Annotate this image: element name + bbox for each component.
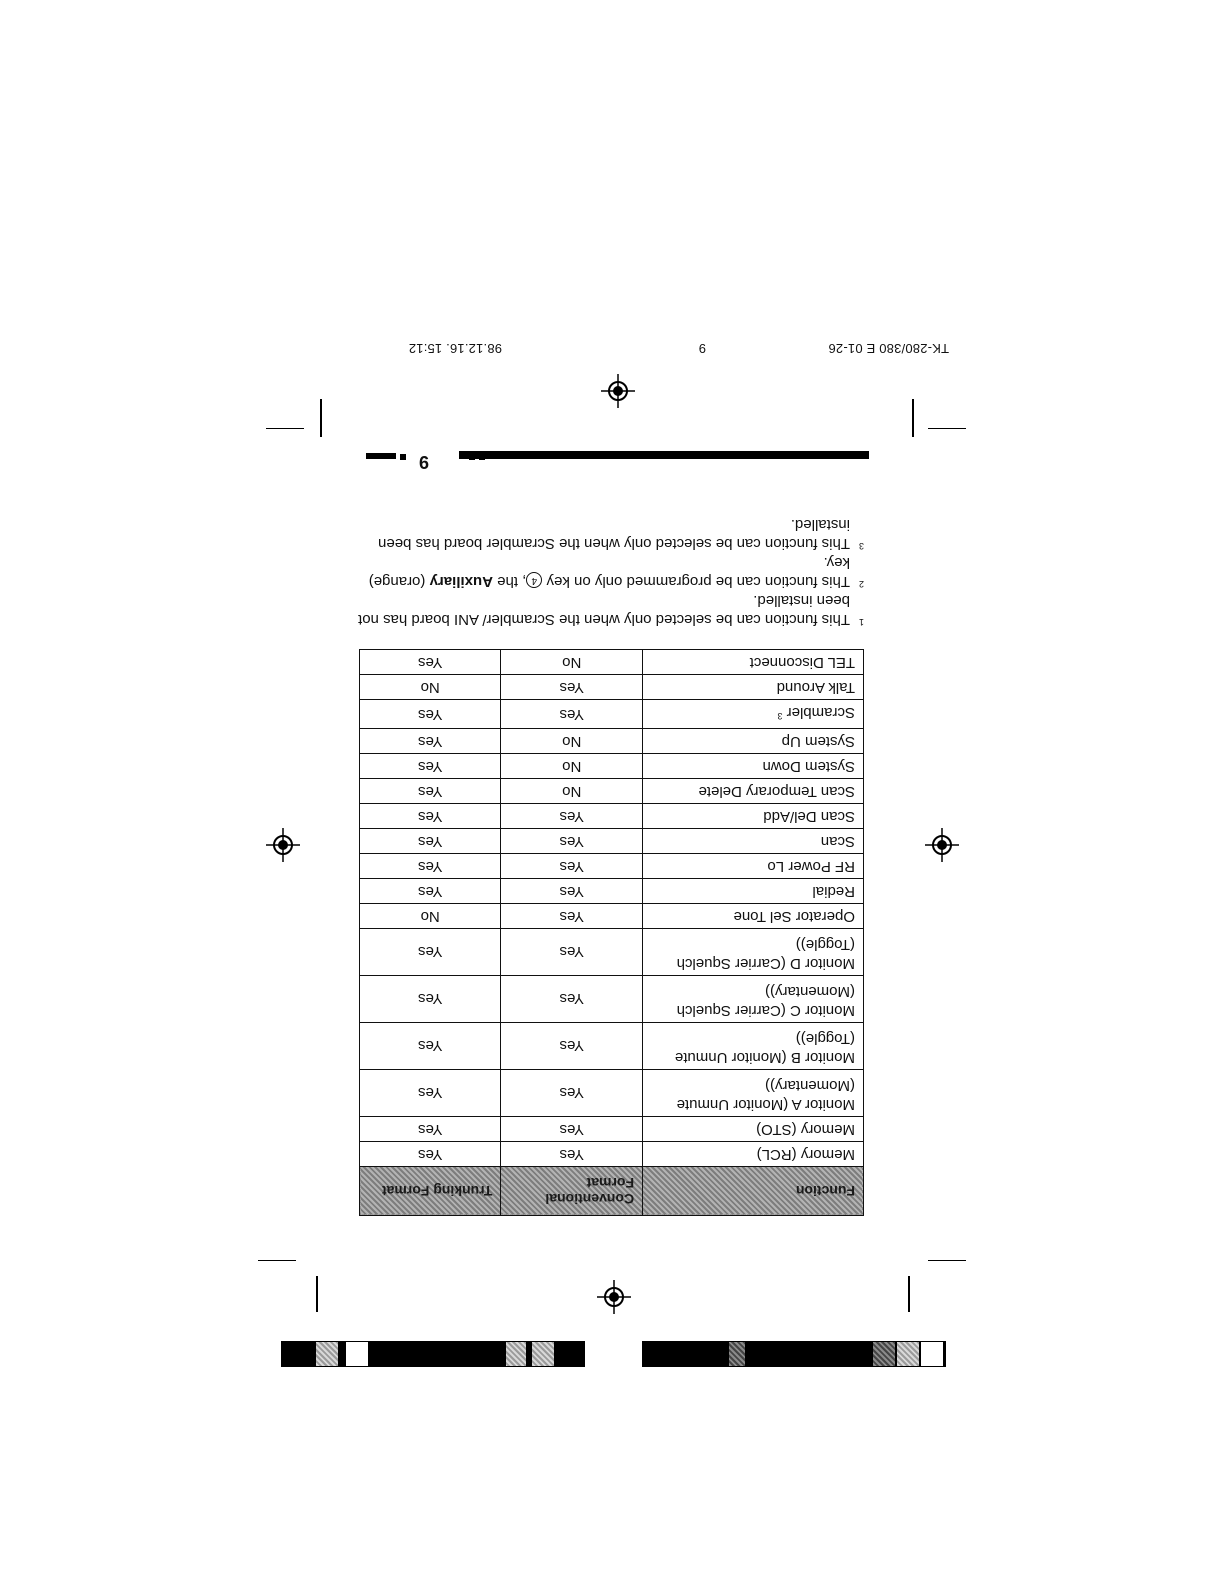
trunking-cell: Yes	[360, 700, 501, 729]
table-row	[360, 779, 864, 804]
trunking-cell: Yes	[360, 1142, 501, 1167]
function-cell: TEL Disconnect	[643, 650, 864, 675]
conventional-cell: Yes	[501, 854, 643, 879]
registration-mark-icon	[925, 828, 959, 862]
trunking-cell: Yes	[360, 879, 501, 904]
color-bar	[642, 1341, 946, 1367]
table-row	[360, 1117, 864, 1142]
table-row	[360, 879, 864, 904]
conventional-cell: Yes	[501, 829, 643, 854]
color-swatch	[921, 1342, 943, 1366]
function-cell: Memory (RCL)	[643, 1142, 864, 1167]
function-cell: Scan Del/Add	[643, 804, 864, 829]
rule-tail	[366, 453, 396, 459]
color-swatch	[316, 1342, 338, 1366]
table-row	[360, 754, 864, 779]
table-row	[360, 929, 864, 976]
trim-mark	[928, 428, 966, 429]
function-cell: Scan Temporary Delete	[643, 779, 864, 804]
rule-dot	[400, 454, 406, 460]
trunking-cell: No	[360, 904, 501, 929]
table-row	[360, 1142, 864, 1167]
key-number-icon: 4	[526, 572, 542, 588]
conventional-cell: Yes	[501, 879, 643, 904]
function-cell: Operator Sel Tone	[643, 904, 864, 929]
column-header-conventional: Conventional Format	[501, 1167, 643, 1216]
auxiliary-key-label: Auxiliary	[429, 573, 493, 590]
crop-mark	[912, 399, 914, 437]
conventional-cell: Yes	[501, 929, 643, 976]
function-cell: RF Power Lo	[643, 854, 864, 879]
page-rule	[459, 451, 869, 459]
footnote-1	[349, 591, 864, 629]
trunking-cell: Yes	[360, 829, 501, 854]
footnote-3	[349, 515, 864, 553]
function-cell: Scan	[643, 829, 864, 854]
conventional-cell: No	[501, 729, 643, 754]
trunking-cell: Yes	[360, 854, 501, 879]
function-cell: Monitor B (Monitor Unmute (Toggle))	[643, 1023, 864, 1070]
registration-mark-icon	[601, 374, 635, 408]
table-row	[360, 729, 864, 754]
footnote-text: This function can be selected only when the Scrambler board has been installed.	[378, 516, 850, 552]
trunking-cell: Yes	[360, 729, 501, 754]
table-row	[360, 650, 864, 675]
table-row	[360, 1023, 864, 1070]
conventional-cell: No	[501, 650, 643, 675]
trim-mark	[266, 428, 304, 429]
function-cell: Monitor D (Carrier Squelch (Toggle))	[643, 929, 864, 976]
table-row	[360, 1070, 864, 1117]
conventional-cell: Yes	[501, 804, 643, 829]
column-header-function: Function	[643, 1167, 864, 1216]
conventional-cell: Yes	[501, 1070, 643, 1117]
table-row	[360, 904, 864, 929]
slug-page: 9	[698, 341, 706, 356]
crop-mark	[320, 399, 322, 437]
function-cell: System Down	[643, 754, 864, 779]
trunking-cell: Yes	[360, 976, 501, 1023]
color-swatch	[729, 1342, 745, 1366]
trunking-cell: Yes	[360, 650, 501, 675]
conventional-cell: Yes	[501, 904, 643, 929]
trim-mark	[928, 1260, 966, 1261]
column-header-trunking: Trunking Format	[360, 1167, 501, 1216]
color-swatch	[346, 1342, 368, 1366]
trim-mark	[258, 1260, 296, 1261]
rule-dot	[469, 454, 475, 460]
function-cell: Monitor A (Monitor Unmute (Momentary))	[643, 1070, 864, 1117]
function-table	[359, 649, 864, 1216]
table-row	[360, 854, 864, 879]
slug-doc-code: TK-280/380 E 01-26	[828, 341, 949, 356]
footnote-marker: 2	[858, 579, 864, 589]
conventional-cell: Yes	[501, 675, 643, 700]
conventional-cell: Yes	[501, 976, 643, 1023]
footnote-marker: 3	[858, 541, 864, 551]
trunking-cell: Yes	[360, 1070, 501, 1117]
footnote-text: This function can be programmed only on key	[546, 573, 850, 590]
registration-mark-icon	[266, 828, 300, 862]
trunking-cell: Yes	[360, 1117, 501, 1142]
table-row	[360, 700, 864, 729]
trunking-cell: No	[360, 675, 501, 700]
conventional-cell: No	[501, 754, 643, 779]
slug-datetime: 98.12.16. 15:12	[408, 341, 502, 356]
footnote-marker: 1	[858, 617, 864, 627]
trunking-cell: Yes	[360, 754, 501, 779]
crop-mark	[316, 1276, 318, 1312]
table-header-row	[360, 1167, 864, 1216]
function-name: Scrambler	[786, 704, 855, 721]
crop-mark	[908, 1276, 910, 1312]
footnote-2	[349, 553, 864, 591]
table-row	[360, 976, 864, 1023]
conventional-cell: Yes	[501, 1023, 643, 1070]
trunking-cell: Yes	[360, 1023, 501, 1070]
color-swatch	[897, 1342, 919, 1366]
footnote-text: (orange) key.	[368, 554, 850, 590]
conventional-cell: Yes	[501, 1142, 643, 1167]
function-cell: Redial	[643, 879, 864, 904]
function-cell: Monitor C (Carrier Squelch (Momentary))	[643, 976, 864, 1023]
registration-mark-icon	[597, 1280, 631, 1314]
function-cell: Talk Around	[643, 675, 864, 700]
footnotes	[349, 515, 864, 629]
color-swatch	[532, 1342, 554, 1366]
table-row	[360, 829, 864, 854]
function-cell	[643, 700, 864, 729]
trunking-cell: Yes	[360, 929, 501, 976]
function-cell: Memory (STO)	[643, 1117, 864, 1142]
table-row	[360, 675, 864, 700]
conventional-cell: Yes	[501, 700, 643, 729]
rule-dot	[479, 454, 485, 460]
color-swatch	[873, 1342, 895, 1366]
table-row	[360, 804, 864, 829]
function-cell: System Up	[643, 729, 864, 754]
footnote-text: , the	[497, 573, 527, 590]
footnote-marker: 3	[777, 711, 783, 721]
trunking-cell: Yes	[360, 779, 501, 804]
trunking-cell: Yes	[360, 804, 501, 829]
page-number: 9	[418, 452, 429, 472]
footnote-text: This function can be selected only when the Scrambler/ ANI board has not been installed.	[358, 592, 850, 628]
conventional-cell: No	[501, 779, 643, 804]
color-swatch	[506, 1342, 526, 1366]
conventional-cell: Yes	[501, 1117, 643, 1142]
color-bar	[281, 1341, 585, 1367]
